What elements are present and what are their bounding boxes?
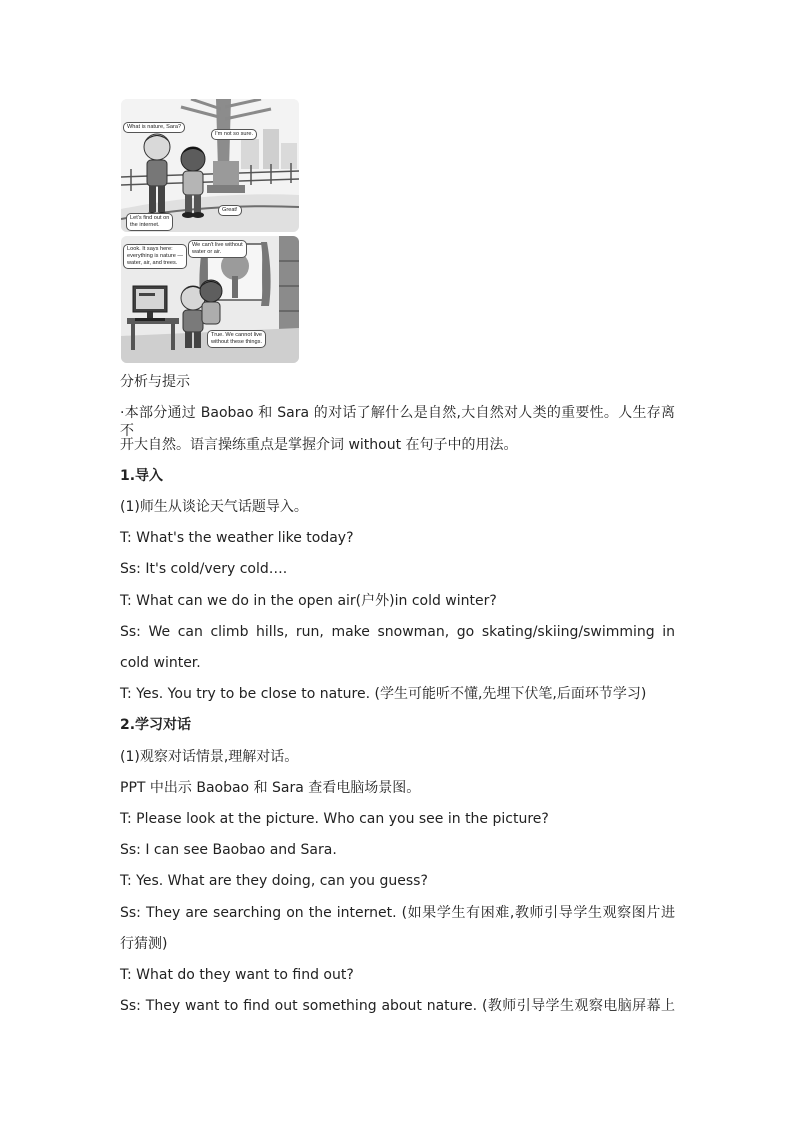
intro-paragraph-line-1: ·本部分通过 Baobao 和 Sara 的对话了解什么是自然,大自然对人类的重要性。人生存离不 — [120, 405, 675, 439]
speech-bubble-cant-live: We can't live without water or air. — [188, 240, 247, 258]
comic-illustration — [121, 99, 299, 363]
dialogue-line-t5: T: Yes. What are they doing, can you guess? — [120, 873, 428, 889]
heading-2: 2.学习对话 — [120, 717, 192, 733]
heading-1: 1.导入 — [120, 468, 164, 484]
dialogue-line-t3: T: Yes. You try to be close to nature. (学生可能听不懂,先埋下伏笔,后面环节学习) — [120, 686, 647, 702]
comic-panel-park — [121, 99, 299, 232]
speech-bubble-look: Look. It says here: everything is nature — water, air, and trees. — [123, 244, 187, 269]
step-1: (1)师生从谈论天气话题导入。 — [120, 499, 308, 515]
dialogue-line-t2: T: What can we do in the open air(户外)in cold winter? — [120, 593, 497, 609]
speech-bubble-true: True. We cannot live without these things. — [207, 330, 266, 348]
speech-bubble-great: Great! — [218, 205, 242, 216]
dialogue-line-s2b: cold winter. — [120, 655, 201, 671]
dialogue-line-t1: T: What's the weather like today? — [120, 530, 354, 546]
comic-panel-computer — [121, 236, 299, 363]
dialogue-line-t4: T: Please look at the picture. Who can you see in the picture? — [120, 811, 549, 827]
dialogue-line-s6: Ss: They want to find out something about nature. (教师引导学生观察电脑屏幕上 — [120, 998, 675, 1014]
dialogue-line-t6: T: What do they want to find out? — [120, 967, 354, 983]
dialogue-line-s5b: 行猜测) — [120, 936, 168, 952]
ppt-instruction: PPT 中出示 Baobao 和 Sara 查看电脑场景图。 — [120, 780, 421, 796]
speech-bubble-not-sure: I'm not so sure. — [211, 129, 257, 140]
intro-paragraph-line-2: 开大自然。语言操练重点是掌握介词 without 在句子中的用法。 — [120, 437, 518, 453]
dialogue-line-s2a: Ss: We can climb hills, run, make snowman, go skating/skiing/swimming in — [120, 624, 675, 640]
speech-bubble-what-is-nature: What is nature, Sara? — [123, 122, 185, 133]
section-title: 分析与提示 — [120, 374, 190, 390]
dialogue-line-s4: Ss: I can see Baobao and Sara. — [120, 842, 337, 858]
dialogue-line-s5a: Ss: They are searching on the internet. (如果学生有困难,教师引导学生观察图片进 — [120, 905, 675, 921]
speech-bubble-lets-find-out: Let's find out on the internet. — [126, 213, 173, 231]
dialogue-line-s1: Ss: It's cold/very cold…. — [120, 561, 288, 577]
step-2: (1)观察对话情景,理解对话。 — [120, 749, 299, 765]
